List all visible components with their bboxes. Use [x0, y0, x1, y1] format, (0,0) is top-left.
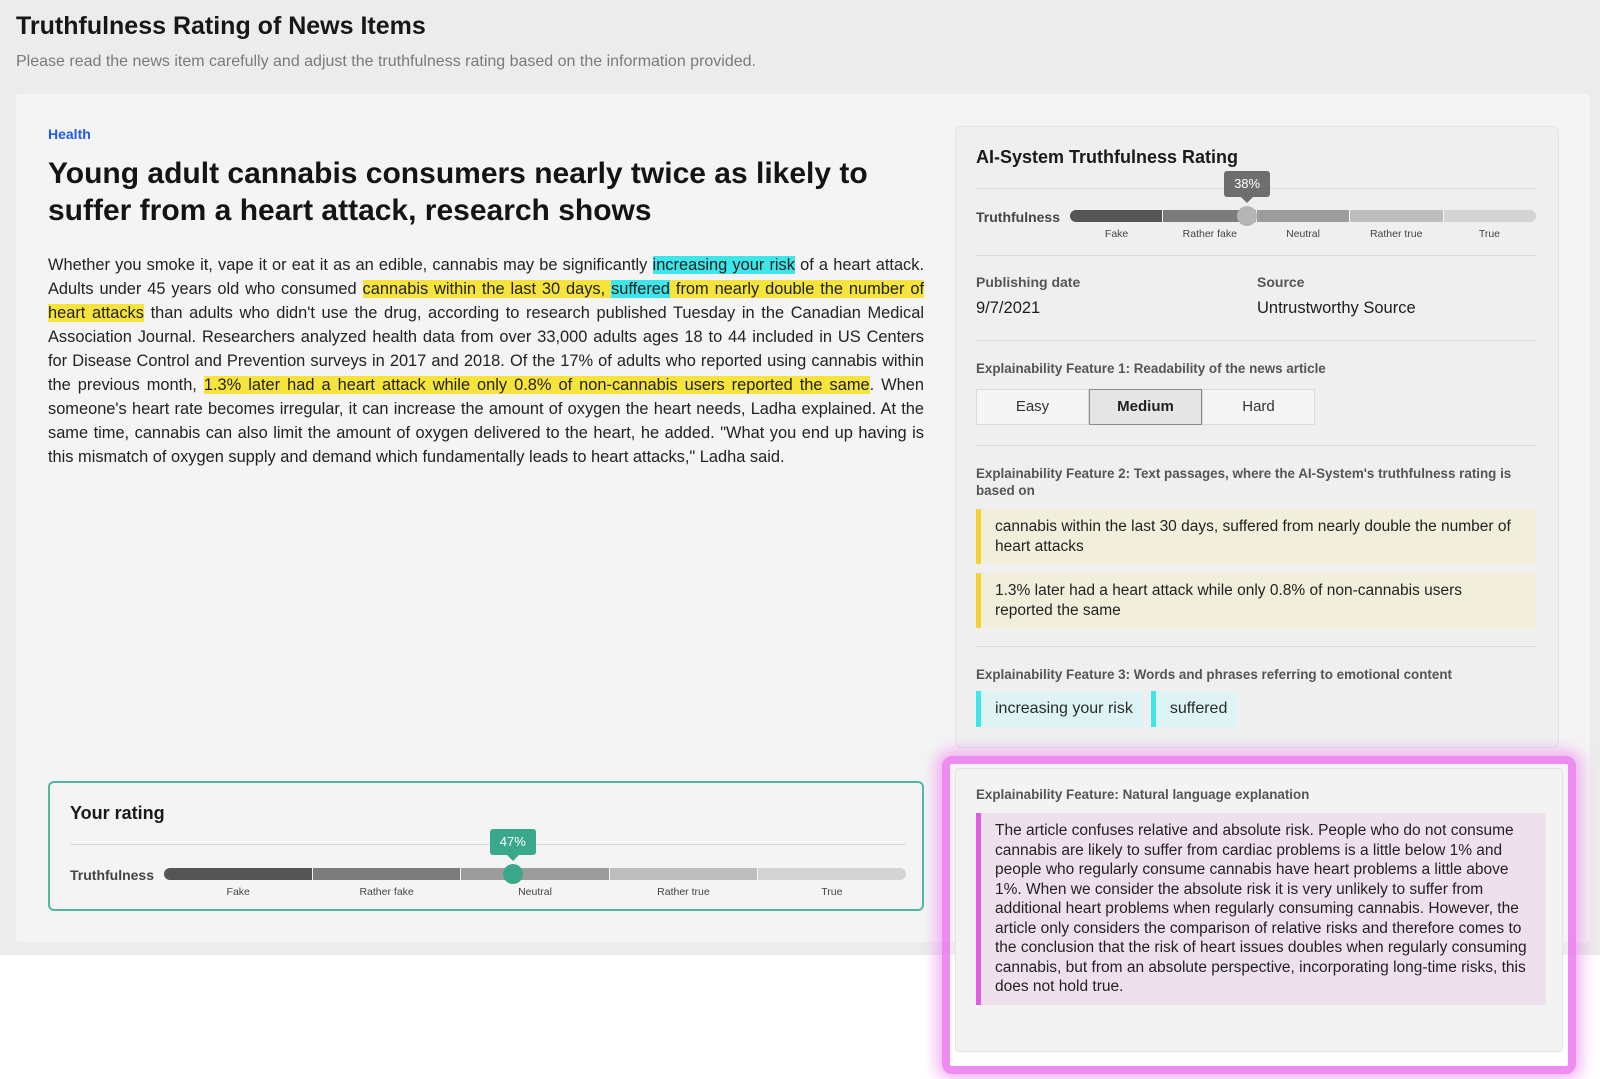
page-subtitle: Please read the news item carefully and adjust the truthfulness rating based on the information provided. [16, 53, 756, 70]
slider-segment [164, 868, 313, 880]
tick-label: Fake [226, 886, 250, 898]
highlight-evidence: from nearly double the number of heart attacks [48, 280, 924, 322]
your-rating-slider-track[interactable] [164, 868, 906, 880]
article-body [48, 253, 924, 469]
your-rating-title: Your rating [70, 803, 165, 823]
your-rating-slider-thumb[interactable] [503, 864, 523, 884]
nl-explanation-label: Explainability Feature: Natural language explanation [976, 787, 1310, 802]
evidence-passage: 1.3% later had a heart attack while only 0.8% of non-cannabis users reported the same [976, 573, 1536, 628]
readability-option-medium[interactable]: Medium [1089, 389, 1202, 425]
highlight-emotional: increasing your risk [652, 256, 795, 274]
slider-segment [610, 868, 759, 880]
highlight-emotional: suffered [611, 280, 671, 298]
slider-segment [1350, 210, 1443, 222]
readability-option-easy[interactable]: Easy [976, 389, 1089, 425]
ai-value-bubble: 38% [1224, 171, 1270, 197]
slider-segment [313, 868, 462, 880]
slider-segment [1070, 210, 1163, 222]
tick-label: Rather fake [1182, 228, 1237, 240]
ai-slider-thumb [1237, 206, 1257, 226]
your-rating-card [48, 781, 924, 911]
source-value: Untrustworthy Source [1257, 299, 1416, 317]
divider [976, 445, 1536, 446]
slider-segment [1257, 210, 1350, 222]
ai-tick-labels [1070, 228, 1536, 240]
readability-option-hard[interactable]: Hard [1202, 389, 1315, 425]
feature3-label: Explainability Feature 3: Words and phrases referring to emotional content [976, 667, 1452, 682]
nl-explanation-panel [955, 768, 1563, 1052]
slider-segment [1444, 210, 1536, 222]
your-rating-value-bubble: 47% [490, 829, 536, 855]
ai-rating-panel [955, 126, 1559, 748]
slider-segment [758, 868, 906, 880]
tick-label: Rather true [657, 886, 710, 898]
body-text-segment: . When someone's heart rate becomes irregular, it can increase the amount of oxygen the heart needs, Ladha explained. At the same time, cannabis can also limit the amount of oxygen delivered to the heart, he added. "What you end up having is this mismatch of oxygen supply and demand which fundamentally leads to heart attacks," Ladha said. [48, 376, 924, 466]
body-text-segment: than adults who didn't use the drug, according to research published Tuesday in the Canadian Medical Association Journal. Researchers analyzed health data from over 33,000 adults ages 18 to 44 included in US Centers for Disease Control and Prevention surveys in 2017 and 2018. Of the 17% of adults who reported using cannabis within the previous month, [48, 304, 924, 394]
nl-explanation-text: The article confuses relative and absolute risk. People who do not consume cannabis are likely to suffer from cardiac problems is a little below 1% and people who regularly consume cannabis have heart problems a little above 1%. When we consider the absolute risk it is very unlikely to suffer from additional heart problems when regularly consuming cannabis. However, the article only considers the comparison of relative risks and therefore comes to the conclusion that the risk of heart issues doubles when regularly consuming cannabis, but from an absolute perspective, incorporating long-time risks, this does not hold true. [976, 813, 1546, 1005]
readability-selector [976, 389, 1315, 425]
your-rating-tick-labels [164, 886, 906, 898]
body-text-segment: Whether you smoke it, vape it or eat it as an edible, cannabis may be significantly [48, 256, 653, 274]
highlight-evidence: cannabis within the last 30 days, [362, 280, 612, 298]
publishing-date-value: 9/7/2021 [976, 299, 1041, 317]
emotion-tag: increasing your risk [976, 691, 1143, 727]
ai-slider-label: Truthfulness [976, 209, 1061, 225]
evidence-passage: cannabis within the last 30 days, suffered from nearly double the number of heart attacks [976, 509, 1536, 564]
your-rating-slider-label: Truthfulness [70, 867, 155, 883]
divider [976, 340, 1536, 341]
publishing-date-label: Publishing date [976, 274, 1081, 290]
divider [70, 844, 906, 845]
highlight-evidence: 1.3% later had a heart attack while only 0.8% of non-cannabis users reported the same [203, 376, 870, 394]
tick-label: Neutral [518, 886, 552, 898]
feature1-label: Explainability Feature 1: Readability of the news article [976, 361, 1326, 376]
emotion-tags [976, 691, 1245, 727]
source-label: Source [1257, 274, 1305, 290]
body-text-segment: of a heart attack. Adults under 45 years old who consumed [48, 256, 924, 298]
divider [976, 255, 1536, 256]
feature2-label: Explainability Feature 2: Text passages, where the AI-System's truthfulness rating is based on [976, 466, 1512, 498]
article-headline: Young adult cannabis consumers nearly twice as likely to suffer from a heart attack, research shows [48, 157, 868, 227]
slider-segment [461, 868, 610, 880]
ai-slider-track [1070, 210, 1536, 222]
tick-label: Fake [1104, 228, 1129, 240]
divider [976, 646, 1536, 647]
tick-label: True [821, 886, 843, 898]
tick-label: True [1478, 228, 1501, 240]
article-category: Health [48, 126, 91, 142]
page-title: Truthfulness Rating of News Items [16, 12, 426, 40]
emotion-tag: suffered [1151, 691, 1238, 727]
tick-label: Rather true [1369, 228, 1423, 240]
tick-label: Rather fake [359, 886, 414, 898]
tick-label: Neutral [1286, 228, 1320, 240]
ai-panel-title: AI-System Truthfulness Rating [976, 147, 1239, 167]
